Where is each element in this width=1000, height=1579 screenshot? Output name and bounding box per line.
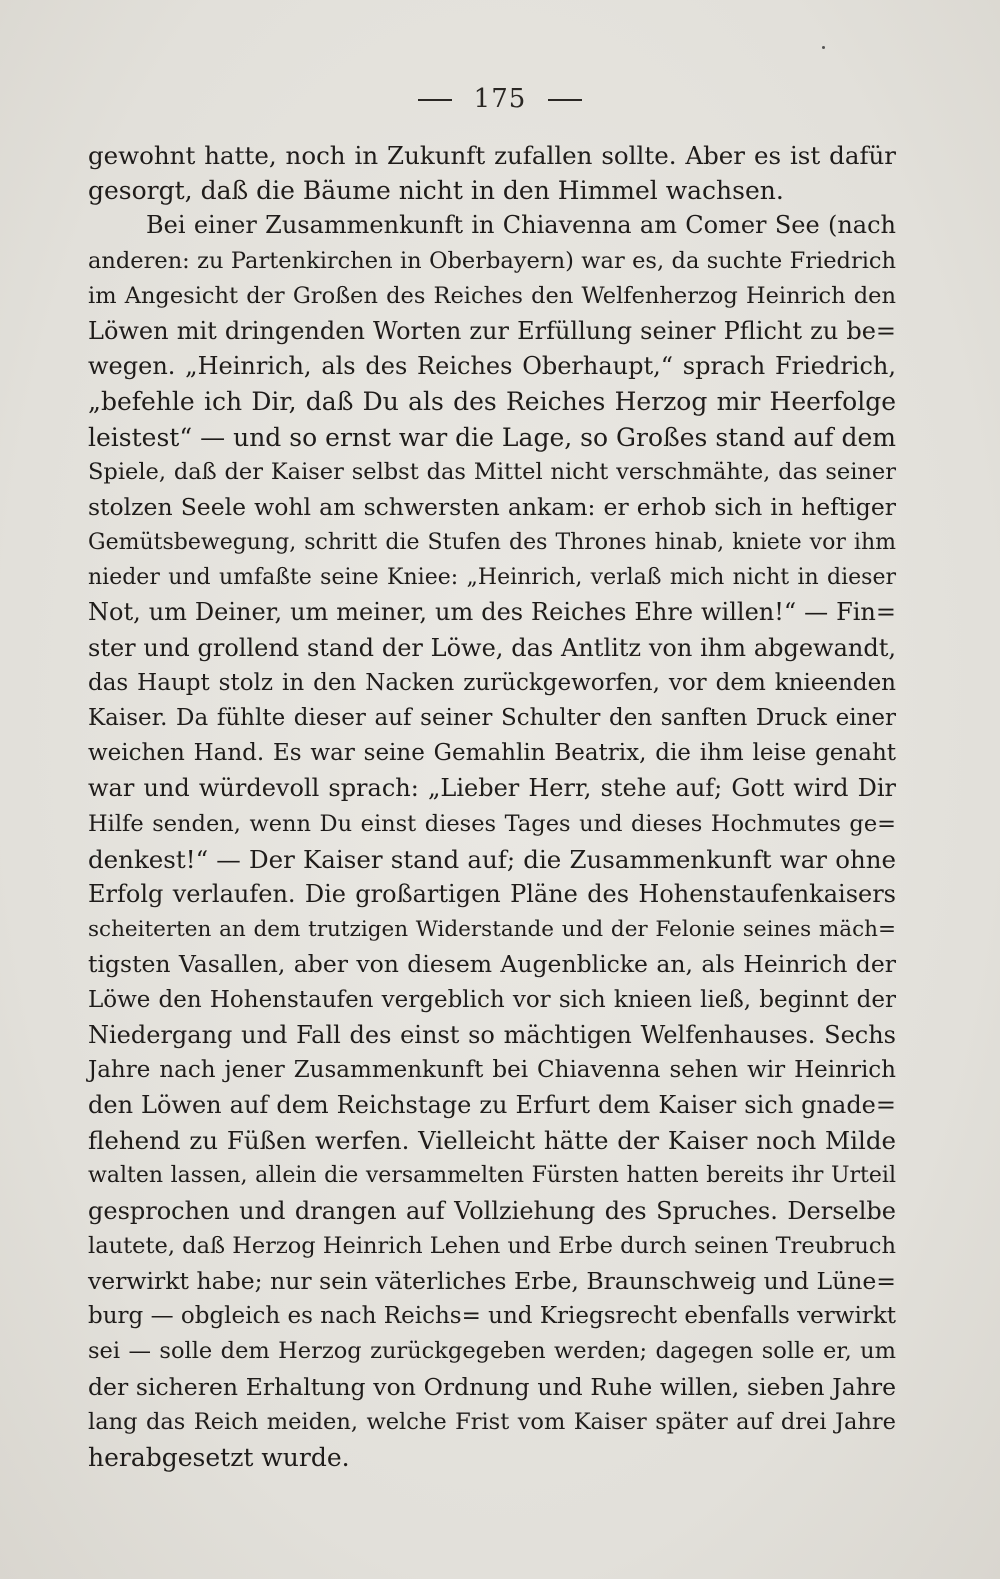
text-line: Hilfe senden, wenn Du einst dieses Tages und dieses Hochmutes ge= <box>88 810 896 837</box>
text-line: „befehle ich Dir, daß Du als des Reiches Herzog mir Heerfolge <box>88 387 896 417</box>
text-line: Spiele, daß der Kaiser selbst das Mittel nicht verschmähte, das seiner <box>88 458 896 485</box>
text-line: Löwe den Hohenstaufen vergeblich vor sich knieen ließ, beginnt der <box>88 986 896 1013</box>
text-line: sei — solle dem Herzog zurückgegeben werden; dagegen solle er, um <box>88 1338 896 1365</box>
text-line: den Löwen auf dem Reichstage zu Erfurt dem Kaiser sich gnade= <box>88 1091 896 1120</box>
text-line: gesorgt, daß die Bäume nicht in den Himmel wachsen. <box>88 176 784 206</box>
text-line: Löwen mit dringenden Worten zur Erfüllung seiner Pflicht zu be= <box>88 316 896 345</box>
text-line: ster und grollend stand der Löwe, das Antlitz von ihm abgewandt, <box>88 633 896 662</box>
text-line: leistest“ — und so ernst war die Lage, so Großes stand auf dem <box>88 422 896 452</box>
page-number: 175 <box>473 84 527 114</box>
text-line: burg — obgleich es nach Reichs= und Kriegsrecht ebenfalls verwirkt <box>88 1303 896 1330</box>
text-line: der sicheren Erhaltung von Ordnung und Ruhe willen, sieben Jahre <box>88 1372 896 1401</box>
text-line: tigsten Vasallen, aber von diesem Augenblicke an, als Heinrich der <box>88 950 896 979</box>
text-line: Gemütsbewegung, schritt die Stufen des Thrones hinab, kniete vor ihm <box>88 530 896 556</box>
text-line: lang das Reich meiden, welche Frist vom Kaiser später auf drei Jahre <box>88 1408 896 1435</box>
text-line: weichen Hand. Es war seine Gemahlin Beatrix, die ihm leise genaht <box>88 740 896 767</box>
text-line: verwirkt habe; nur sein väterliches Erbe, Braunschweig und Lüne= <box>88 1267 896 1295</box>
text-line: nieder und umfaßte seine Kniee: „Heinrich, verlaß mich nicht in dieser <box>88 565 896 591</box>
text-line: Kaiser. Da fühlte dieser auf seiner Schulter den sanften Druck einer <box>88 705 896 731</box>
paper-speck <box>822 46 825 49</box>
text-line: gewohnt hatte, noch in Zukunft zufallen sollte. Aber es ist dafür <box>88 141 896 170</box>
text-line: denkest!“ — Der Kaiser stand auf; die Zusammenkunft war ohne <box>88 844 896 874</box>
text-line: gesprochen und drangen auf Vollziehung des Spruches. Derselbe <box>88 1196 896 1225</box>
text-line: stolzen Seele wohl am schwersten ankam: er erhob sich in heftiger <box>88 492 896 521</box>
text-line: flehend zu Füßen werfen. Vielleicht hätte der Kaiser noch Milde <box>88 1126 896 1156</box>
header-dash-left <box>418 99 452 101</box>
text-line: Bei einer Zusammenkunft in Chiavenna am Comer See (nach <box>146 211 896 240</box>
text-line: wegen. „Heinrich, als des Reiches Oberhaupt,“ sprach Friedrich, <box>88 352 896 381</box>
text-line: im Angesicht der Großen des Reiches den Welfenherzog Heinrich den <box>88 282 896 309</box>
text-line: Not, um Deiner, um meiner, um des Reiches Ehre willen!“ — Fin= <box>88 598 896 627</box>
text-line: Jahre nach jener Zusammenkunft bei Chiavenna sehen wir Heinrich <box>88 1056 896 1083</box>
text-line: war und würdevoll sprach: „Lieber Herr, stehe auf; Gott wird Dir <box>88 774 896 803</box>
text-line: das Haupt stolz in den Nacken zurückgeworfen, vor dem knieenden <box>88 669 896 696</box>
header-dash-right <box>548 99 582 101</box>
text-line: Niedergang und Fall des einst so mächtigen Welfenhauses. Sechs <box>88 1020 896 1049</box>
page-header <box>0 84 1000 114</box>
body-text <box>88 138 896 1475</box>
text-line: Erfolg verlaufen. Die großartigen Pläne des Hohenstaufenkaisers <box>88 879 896 908</box>
text-line: lautete, daß Herzog Heinrich Lehen und Erbe durch seinen Treubruch <box>88 1232 896 1259</box>
text-line: walten lassen, allein die versammelten Fürsten hatten bereits ihr Urteil <box>88 1163 896 1189</box>
text-line: scheiterten an dem trutzigen Widerstande und der Felonie seines mäch= <box>88 917 896 943</box>
text-line: anderen: zu Partenkirchen in Oberbayern) war es, da suchte Friedrich <box>88 247 896 274</box>
text-line: herabgesetzt wurde. <box>88 1442 350 1472</box>
